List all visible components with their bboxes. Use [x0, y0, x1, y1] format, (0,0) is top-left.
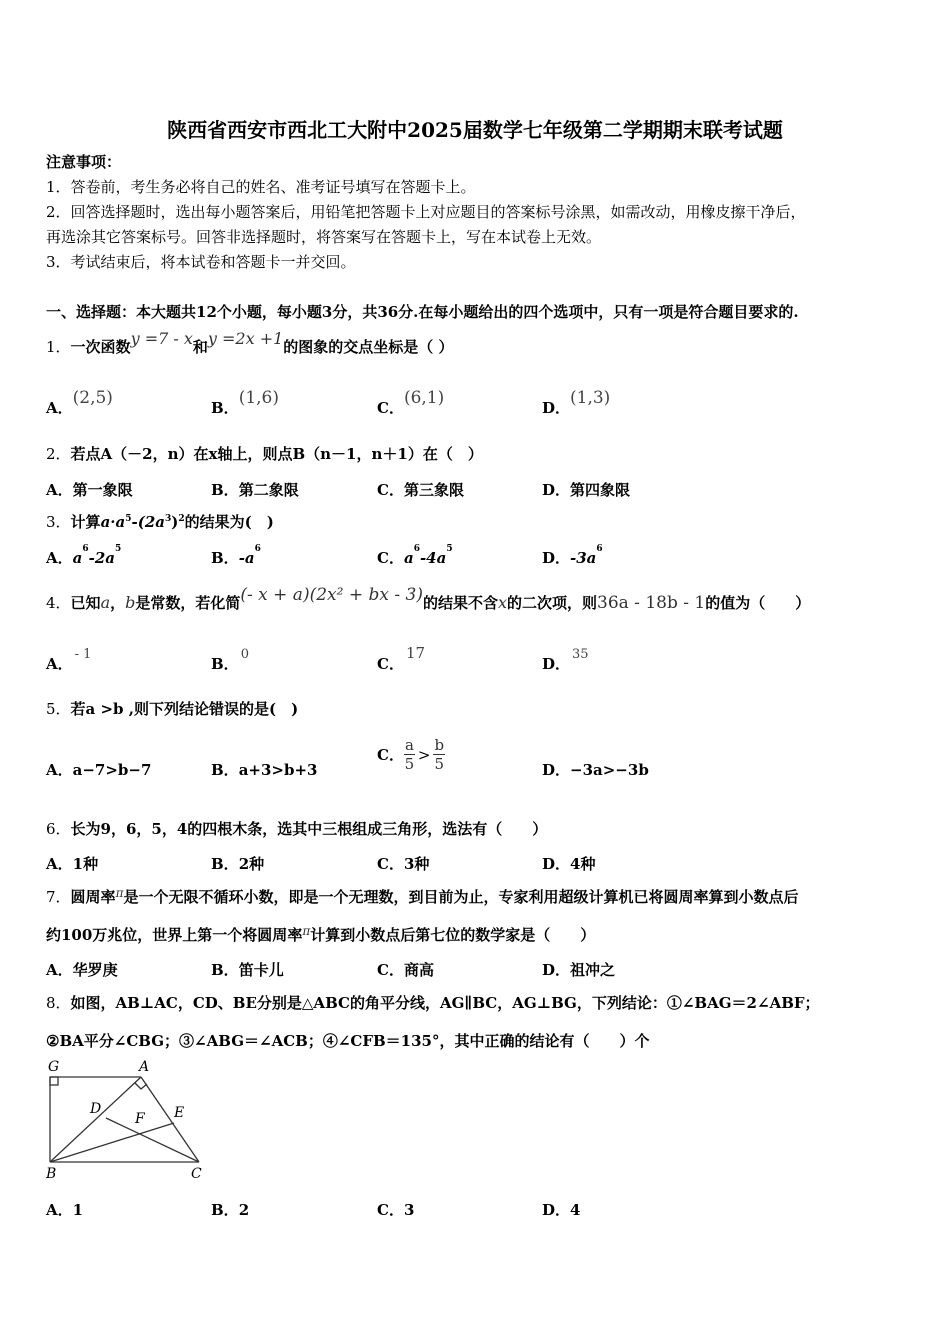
exponent: 6	[254, 544, 261, 554]
option-label: D．	[542, 481, 571, 499]
option-label: C．	[377, 399, 404, 417]
geometry-figure	[44, 1058, 214, 1184]
fraction	[404, 736, 415, 773]
option-value: 35	[572, 647, 589, 662]
option-label: C．	[377, 746, 404, 764]
question-1	[46, 329, 454, 357]
q4-option-c[interactable]	[377, 644, 426, 674]
q4-option-d[interactable]	[542, 647, 589, 674]
option-value: (1,3)	[570, 388, 611, 408]
q1-text-post: 的图象的交点坐标是（ ）	[283, 338, 454, 356]
option-value: 4种	[570, 855, 596, 873]
q7-option-b[interactable]	[211, 959, 284, 980]
option-value: (1,6)	[238, 388, 279, 408]
q3-text-post: 的结果为( )	[184, 513, 274, 531]
q4-text: 的值为（ ）	[705, 594, 811, 612]
q3-option-c[interactable]	[377, 544, 453, 568]
option-label: C．	[377, 961, 404, 979]
q7-text: 计算到小数点后第七位的数学家是（ ）	[310, 926, 596, 944]
question-text: 若点A（－2，n）在x轴上，则点B（n－1，n＋1）在（ ）	[70, 445, 483, 463]
q5-option-c[interactable]	[377, 736, 445, 773]
q8-option-c[interactable]	[377, 1199, 414, 1220]
question-2	[46, 444, 483, 464]
option-label: D．	[542, 549, 571, 567]
q6-option-a[interactable]	[46, 853, 98, 874]
option-value: -2a	[88, 549, 116, 567]
question-text: 长为9，6，5，4的四根木条，选其中三根组成三角形，选法有（ ）	[70, 820, 548, 838]
q1-option-a[interactable]	[46, 388, 113, 418]
option-label: C．	[377, 655, 404, 673]
option-value: 第三象限	[403, 481, 464, 499]
question-8-cont	[46, 1031, 649, 1051]
option-value: a+3>b+3	[238, 761, 318, 779]
question-3	[46, 512, 274, 532]
option-value: a−7>b−7	[72, 761, 152, 779]
q3-text-pre: 计算	[70, 513, 101, 531]
q1-option-d[interactable]	[542, 388, 611, 418]
exponent: 6	[413, 544, 420, 554]
option-value: 商高	[403, 961, 434, 979]
section-heading: 一、选择题：本大题共12个小题，每小题3分，共36分.在每小题给出的四个选项中，只有一项是符合题目要求的.	[46, 303, 799, 321]
exponent: 6	[82, 544, 89, 554]
question-number: 1．	[46, 338, 71, 356]
question-text: 如图，AB⊥AC，CD、BE分别是△ABC的角平分线，AG∥BC，AG⊥BG，下列结论：①∠BAG＝2∠ABF；	[70, 994, 820, 1012]
option-label: A．	[46, 1201, 73, 1219]
option-value: 3	[403, 1201, 415, 1219]
option-label: A．	[46, 855, 73, 873]
pi-symbol: π	[302, 924, 311, 938]
question-text: ②BA平分∠CBG；③∠ABG＝∠ACB；④∠CFB＝135°，其中正确的结论有（ ）个	[46, 1032, 650, 1050]
exponent: 5	[446, 544, 453, 554]
option-label: D．	[542, 1201, 571, 1219]
page-title: 陕西省西安市西北工大附中2025届数学七年级第二学期期末联考试题	[167, 118, 783, 142]
q6-option-c[interactable]	[377, 853, 429, 874]
option-label: D．	[542, 761, 571, 779]
label-F: F	[135, 1111, 145, 1127]
q4-text: 的结果不含	[422, 594, 498, 612]
option-label: A．	[46, 481, 73, 499]
segment-AB	[50, 1077, 141, 1162]
question-number: 8．	[46, 994, 71, 1012]
q4-option-b[interactable]	[211, 647, 249, 674]
q1-option-b[interactable]	[211, 388, 279, 418]
notice-item: 2．回答选择题时，选出每小题答案后，用铅笔把答题卡上对应题目的答案标号涂黑，如需改动，用橡皮擦干净后，	[46, 203, 806, 221]
q2-option-c[interactable]	[377, 479, 464, 500]
option-value: 第二象限	[238, 481, 299, 499]
fraction-numerator: b	[434, 736, 445, 754]
option-value: 1种	[72, 855, 99, 873]
notice-heading: 注意事项：	[46, 153, 122, 171]
option-label: B．	[211, 761, 239, 779]
q6-option-b[interactable]	[211, 853, 264, 874]
q8-option-d[interactable]	[542, 1199, 580, 1220]
q7-option-a[interactable]	[46, 959, 118, 980]
q3-expr: a·a	[100, 513, 126, 531]
question-6	[46, 819, 547, 839]
q4-text: 的二次项，则	[507, 594, 598, 612]
q5-option-a[interactable]	[46, 759, 151, 780]
fraction	[433, 736, 445, 773]
question-number: 7．	[46, 888, 71, 906]
q6-option-d[interactable]	[542, 853, 595, 874]
option-value: 17	[405, 644, 426, 662]
option-value: (2,5)	[72, 388, 113, 408]
q8-option-a[interactable]	[46, 1199, 83, 1220]
option-value: 第四象限	[570, 481, 631, 499]
option-label: A．	[46, 961, 73, 979]
option-value: 2种	[238, 855, 265, 873]
question-number: 4．	[46, 594, 71, 612]
comparison-sign: >	[417, 745, 431, 764]
option-value: a	[72, 549, 83, 567]
exponent: 5	[125, 514, 132, 524]
option-value: a	[403, 549, 414, 567]
right-angle-mark-G	[50, 1077, 58, 1085]
option-value: 3种	[403, 855, 430, 873]
question-number: 5．	[46, 700, 71, 718]
label-D: D	[90, 1101, 102, 1117]
label-E: E	[174, 1105, 185, 1121]
option-value: 2	[238, 1201, 250, 1219]
q7-text: 是一个无限不循环小数，即是一个无理数，到目前为止，专家利用超级计算机已将圆周率算到小数点后	[123, 888, 799, 906]
fraction-numerator: a	[404, 736, 414, 754]
question-7	[46, 887, 798, 908]
option-value: -3a	[570, 549, 597, 567]
q7-option-d[interactable]	[542, 959, 615, 980]
option-value: 华罗庚	[72, 961, 118, 979]
option-label: C．	[377, 1201, 404, 1219]
q3-expr: -(2a	[131, 513, 165, 531]
label-B: B	[46, 1166, 57, 1182]
option-label: A．	[46, 761, 73, 779]
option-value: 祖冲之	[570, 961, 616, 979]
option-label: D．	[542, 655, 571, 673]
q4-option-a[interactable]	[46, 647, 92, 674]
question-text: 若a >b ,则下列结论错误的是( )	[70, 700, 299, 718]
q3-option-a[interactable]	[46, 544, 122, 568]
q1-text-pre: 一次函数	[70, 338, 131, 356]
option-label: D．	[542, 399, 571, 417]
option-label: B．	[211, 549, 239, 567]
question-number: 6．	[46, 820, 71, 838]
option-value: (6,1)	[403, 388, 445, 408]
option-value: -4a	[419, 549, 447, 567]
notice-item: 再选涂其它答案标号。回答非选择题时，将答案写在答题卡上，写在本试卷上无效。	[46, 228, 602, 246]
segment-BE	[50, 1123, 174, 1162]
question-8	[46, 993, 820, 1013]
option-label: B．	[211, 399, 239, 417]
option-label: C．	[377, 855, 404, 873]
q4-var: x	[497, 593, 507, 612]
option-label: B．	[211, 655, 239, 673]
label-A: A	[139, 1059, 150, 1075]
fraction-denominator: 5	[404, 755, 415, 773]
label-C: C	[191, 1166, 202, 1182]
option-label: B．	[211, 855, 239, 873]
q4-var: b	[125, 593, 136, 612]
q7-text: 圆周率	[70, 888, 116, 906]
q4-text: 已知	[70, 594, 101, 612]
q3-option-b[interactable]	[211, 544, 261, 568]
question-7-cont	[46, 925, 595, 946]
q1-formula-2: y =2x +1	[207, 329, 284, 348]
exponent: 3	[164, 514, 172, 524]
option-label: A．	[46, 549, 73, 567]
option-label: D．	[542, 961, 571, 979]
q4-expression: 36a - 18b - 1	[597, 593, 706, 613]
option-label: C．	[377, 549, 404, 567]
label-G: G	[48, 1059, 60, 1075]
notice-item: 1．答卷前，考生务必将自己的姓名、准考证号填写在答题卡上。	[46, 178, 476, 196]
option-value: 1	[72, 1201, 84, 1219]
option-value: 0	[240, 647, 249, 662]
option-value: - 1	[74, 647, 92, 662]
q2-option-a[interactable]	[46, 479, 133, 500]
q1-formula-1: y =7 - x	[130, 329, 193, 348]
q7-option-c[interactable]	[377, 959, 434, 980]
q1-text-mid: 和	[192, 338, 208, 356]
notice-item: 3．考试结束后，将本试卷和答题卡一并交回。	[46, 253, 356, 271]
option-value: 笛卡儿	[238, 961, 284, 979]
q7-text: 约100万兆位，世界上第一个将圆周率	[46, 926, 303, 944]
option-label: A．	[46, 655, 73, 673]
q2-option-d[interactable]	[542, 479, 630, 500]
q4-expression: (- x + a)(2x² + bx - 3)	[240, 585, 423, 605]
q4-text: ，	[110, 594, 126, 612]
option-label: A．	[46, 399, 73, 417]
q3-expr: )	[171, 513, 179, 531]
question-number: 3．	[46, 513, 71, 531]
q3-option-d[interactable]	[542, 544, 603, 568]
q5-option-d[interactable]	[542, 759, 649, 780]
option-label: D．	[542, 855, 571, 873]
exponent: 5	[115, 544, 122, 554]
q8-option-b[interactable]	[211, 1199, 249, 1220]
option-value: 4	[570, 1201, 581, 1219]
q4-var: a	[100, 593, 111, 612]
q4-text: 是常数，若化简	[135, 594, 241, 612]
question-number: 2．	[46, 445, 71, 463]
q2-option-b[interactable]	[211, 479, 299, 500]
option-label: B．	[211, 961, 239, 979]
pi-symbol: π	[115, 886, 124, 900]
fraction-denominator: 5	[434, 755, 445, 773]
segment-AC	[141, 1077, 199, 1162]
option-value: 第一象限	[72, 481, 133, 499]
exponent: 6	[596, 544, 603, 554]
q5-option-b[interactable]	[211, 759, 317, 780]
option-label: B．	[211, 1201, 239, 1219]
question-4	[46, 585, 811, 613]
option-value: -a	[238, 549, 255, 567]
q1-option-c[interactable]	[377, 388, 445, 418]
question-5	[46, 699, 298, 719]
option-value: −3a>−3b	[570, 761, 649, 779]
exponent: 2	[178, 514, 185, 524]
option-label: B．	[211, 481, 239, 499]
option-label: C．	[377, 481, 404, 499]
